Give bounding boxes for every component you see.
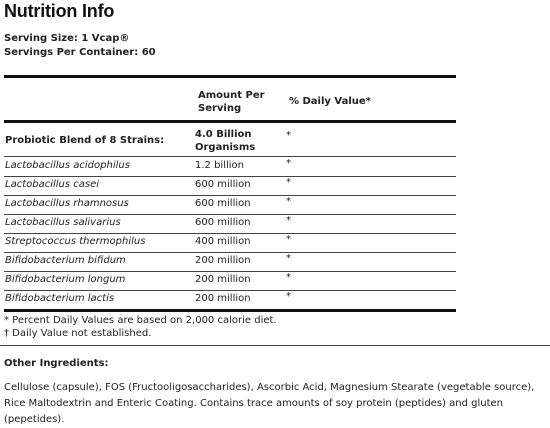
ingredient-name: Bifidobacterium bifidum xyxy=(5,255,126,266)
ingredient-amount: 600 million xyxy=(195,198,251,209)
amount-header-line1: Amount Per xyxy=(198,90,265,101)
ingredient-dv: * xyxy=(286,272,291,283)
ingredient-name: Lactobacillus casei xyxy=(5,179,100,190)
ingredient-dv: * xyxy=(286,291,291,302)
ingredient-dv: * xyxy=(286,196,291,207)
serving-size: Serving Size: 1 Vcap® xyxy=(4,33,130,44)
daily-value-header: % Daily Value* xyxy=(289,96,371,107)
footnote-dagger: † Daily Value not established. xyxy=(4,328,152,339)
blend-amount-line1: 4.0 Billion xyxy=(195,129,252,140)
ingredient-amount: 200 million xyxy=(195,255,251,266)
table-row xyxy=(4,290,456,310)
ingredient-name: Bifidobacterium lactis xyxy=(5,293,115,304)
blend-name: Probiotic Blend of 8 Strains: xyxy=(5,135,165,146)
amount-header-line2: Serving xyxy=(198,103,242,114)
ingredient-dv: * xyxy=(286,253,291,264)
ingredient-amount: 200 million xyxy=(195,274,251,285)
ingredient-name: Lactobacillus rhamnosus xyxy=(5,198,129,209)
page-title: Nutrition Info xyxy=(4,1,115,21)
blend-dv: * xyxy=(286,130,291,141)
ingredient-dv: * xyxy=(286,234,291,245)
other-ingredients-text: Cellulose (capsule), FOS (Fructooligosaccharides), Ascorbic Acid, Magnesium Stearate (vegetable source), Rice Maltodextrin and Enteric Coating. Contains trace amounts of soy protein (peptides) and gluten (pepetides). xyxy=(4,382,535,425)
ingredient-name: Lactobacillus salivarius xyxy=(5,217,121,228)
table-row xyxy=(4,233,456,253)
table-row xyxy=(4,195,456,215)
probiotic-blend-row xyxy=(4,126,456,157)
other-ingredients-heading: Other Ingredients: xyxy=(4,358,109,369)
blend-amount xyxy=(195,128,255,154)
header-divider xyxy=(4,120,456,123)
table-row xyxy=(4,252,456,272)
table-row xyxy=(4,214,456,234)
footnote-percent: * Percent Daily Values are based on 2,000 calorie diet. xyxy=(4,315,277,326)
ingredient-dv: * xyxy=(286,177,291,188)
table-row xyxy=(4,176,456,196)
ingredient-name: Streptococcus thermophilus xyxy=(5,236,146,247)
ingredient-name: Bifidobacterium longum xyxy=(5,274,126,285)
blend-amount-line2: Organisms xyxy=(195,142,256,153)
ingredient-dv: * xyxy=(286,158,291,169)
footnote-divider xyxy=(0,345,550,346)
ingredient-amount: 600 million xyxy=(195,179,251,190)
table-row xyxy=(4,157,456,177)
servings-per-container: Servings Per Container: 60 xyxy=(4,47,156,58)
top-divider xyxy=(4,75,456,78)
ingredient-name: Lactobacillus acidophilus xyxy=(5,160,130,171)
ingredient-amount: 1.2 billion xyxy=(195,160,244,171)
table-bottom-divider xyxy=(4,309,456,312)
ingredient-amount: 600 million xyxy=(195,217,251,228)
ingredient-amount: 400 million xyxy=(195,236,251,247)
ingredient-dv: * xyxy=(286,215,291,226)
ingredient-amount: 200 million xyxy=(195,293,251,304)
table-row xyxy=(4,271,456,291)
amount-per-serving-header xyxy=(198,89,265,115)
